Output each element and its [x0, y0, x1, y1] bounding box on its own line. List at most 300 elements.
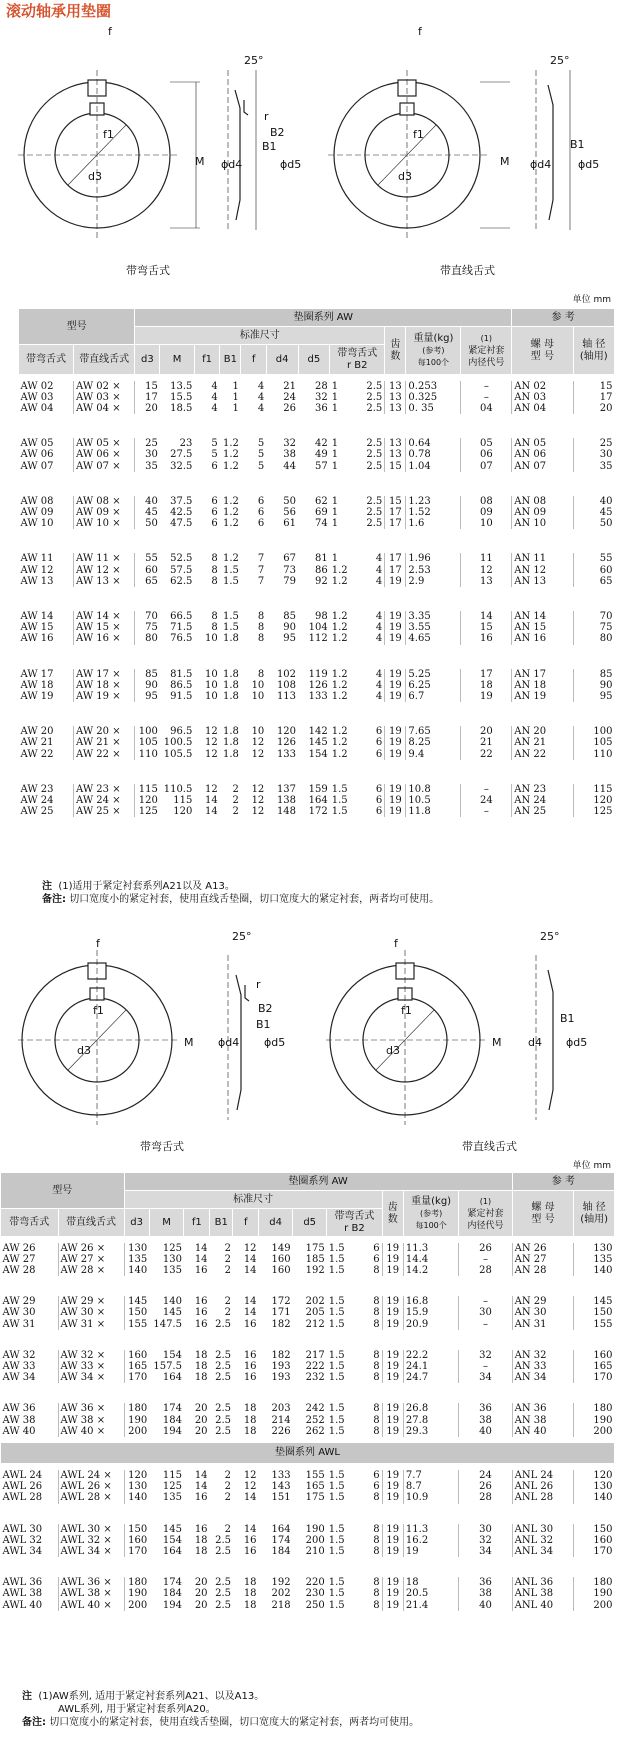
- table-cell: AW 30: [2, 1307, 36, 1319]
- table-cell: 1: [331, 495, 339, 507]
- table-cell: 12: [251, 783, 265, 795]
- table-cell: 19: [385, 784, 406, 795]
- table-cell: 95: [283, 633, 297, 645]
- table-cell: AWL 36 ×: [58, 1577, 124, 1588]
- table-cell: 76.5: [170, 633, 193, 645]
- table-cell: –: [461, 381, 512, 392]
- table-cell: AN 13: [512, 576, 573, 587]
- table-cell: AW 20: [20, 726, 54, 738]
- table-cell: AN 40: [512, 1426, 574, 1437]
- table-cell: 1.5: [328, 1264, 345, 1276]
- label-angle: 25°: [244, 54, 264, 67]
- table-cell: 119: [308, 668, 328, 680]
- table-cell: 6: [373, 1481, 380, 1493]
- table-cell: 8: [373, 1492, 380, 1504]
- table-cell: 18.5: [170, 402, 193, 414]
- table-cell: 19: [385, 611, 406, 622]
- table-cell: 184: [271, 1545, 291, 1557]
- th2-tongue: 带弯舌式 r B2: [327, 1209, 382, 1237]
- table-cell: 16: [194, 1296, 208, 1308]
- table-cell: AWL 28 ×: [58, 1492, 124, 1503]
- table-cell: AN 32: [512, 1350, 574, 1361]
- table-cell: 24: [459, 1470, 512, 1481]
- table-cell: 7: [257, 553, 265, 565]
- table-row: [19, 381, 615, 392]
- th-M: M: [160, 345, 195, 375]
- table-cell: 19: [382, 1524, 403, 1535]
- table-row: [1, 1588, 615, 1599]
- washer-bent-front: [18, 70, 200, 240]
- table-row: [19, 438, 615, 449]
- caption-straight-2: 带直线舌式: [462, 1140, 517, 1153]
- table-cell: 19: [382, 1372, 403, 1383]
- table-cell: AN 29: [512, 1296, 574, 1307]
- table-cell: 6.25: [406, 680, 461, 691]
- table-cell: AW 24 ×: [74, 795, 135, 806]
- table-cell: 35: [135, 461, 160, 472]
- table-cell: AWL 32 ×: [58, 1535, 124, 1546]
- table-cell: 1.5: [328, 1253, 345, 1265]
- table-cell: AN 09: [512, 507, 573, 518]
- table-cell: 1.5: [328, 1492, 345, 1504]
- label-angle-2: 25°: [232, 930, 252, 943]
- table-cell: 1.2: [331, 748, 348, 760]
- table-cell: 2.5: [366, 518, 383, 530]
- table-cell: AW 21 ×: [74, 737, 135, 748]
- table-cell: AN 03: [512, 392, 573, 403]
- table-cell: 8: [211, 622, 218, 634]
- th-model: 型号: [19, 309, 135, 345]
- table-cell: 154: [162, 1534, 182, 1546]
- table-cell: 8: [373, 1534, 380, 1546]
- table-cell: 20: [135, 403, 160, 414]
- table-cell: 79: [283, 575, 297, 587]
- table-cell: 66.5: [170, 610, 193, 622]
- table-cell: 5: [257, 449, 265, 461]
- table-cell: 18: [194, 1372, 208, 1384]
- table-cell: 12: [243, 1481, 257, 1493]
- table-cell: 1.5: [328, 1588, 345, 1600]
- label-B1-2: B1: [256, 1018, 271, 1031]
- table-cell: AW 38 ×: [58, 1415, 124, 1426]
- th2-straight: 带直线舌式: [58, 1209, 124, 1237]
- table-cell: 133: [276, 748, 297, 760]
- table-cell: 145: [162, 1523, 182, 1535]
- table-cell: 2: [224, 1242, 231, 1254]
- group-spacer: [19, 472, 615, 496]
- table-cell: 32: [283, 438, 297, 450]
- table-cell: 108: [276, 679, 297, 691]
- table-cell: 157.5: [153, 1360, 182, 1372]
- table-cell: 130: [124, 1481, 149, 1492]
- table-cell: 1: [331, 553, 339, 565]
- table-cell: 13: [461, 576, 512, 587]
- table-row: [19, 576, 615, 587]
- table-cell: 62.5: [170, 575, 193, 587]
- table-cell: 20: [194, 1599, 208, 1611]
- table-row: [19, 611, 615, 622]
- table-cell: 142: [308, 726, 328, 738]
- table-cell: 190: [574, 1415, 615, 1426]
- table-cell: AW 19 ×: [74, 691, 135, 702]
- table-cell: AN 19: [512, 691, 573, 702]
- table-cell: 2: [224, 1481, 231, 1493]
- table-cell: 19: [382, 1492, 403, 1503]
- table-cell: 6: [211, 495, 218, 507]
- table-cell: 65: [573, 576, 614, 587]
- table-cell: 1.5: [328, 1296, 345, 1308]
- table-cell: –: [461, 806, 512, 817]
- table-cell: 6: [257, 506, 265, 518]
- table-cell: 170: [574, 1372, 615, 1383]
- table-cell: 200: [574, 1426, 615, 1437]
- table-cell: 52.5: [170, 553, 193, 565]
- table-cell: AW 28 ×: [58, 1265, 124, 1276]
- table-cell: 25: [135, 438, 160, 449]
- table-cell: 190: [305, 1523, 325, 1535]
- table-cell: 226: [271, 1425, 291, 1437]
- table-cell: 262: [305, 1425, 325, 1437]
- table-cell: 165: [574, 1361, 615, 1372]
- table-row: [19, 392, 615, 403]
- table-row: [19, 622, 615, 633]
- table-cell: 26: [283, 402, 297, 414]
- table-cell: 20: [194, 1577, 208, 1589]
- table-cell: 6: [373, 1253, 380, 1265]
- table-row: [1, 1492, 615, 1503]
- table-cell: 175: [305, 1242, 325, 1254]
- table-cell: 150: [574, 1307, 615, 1318]
- table-cell: AN 22: [512, 749, 573, 760]
- table-cell: AW 14: [20, 610, 54, 622]
- table-cell: 12: [251, 806, 265, 818]
- table-cell: 04: [461, 403, 512, 414]
- table-cell: 18: [243, 1577, 257, 1589]
- table-cell: AW 03: [20, 391, 54, 403]
- table-cell: 2: [224, 1264, 231, 1276]
- table-cell: 184: [162, 1414, 182, 1426]
- table-cell: 36: [459, 1403, 512, 1414]
- table-cell: 202: [271, 1588, 291, 1600]
- table-cell: AWL 40: [2, 1599, 43, 1611]
- label-d5-straight: ϕd5: [578, 158, 600, 171]
- table-cell: 1.2: [331, 633, 348, 645]
- table-cell: 2.5: [366, 402, 383, 414]
- table-cell: 1.2: [331, 622, 348, 634]
- table-cell: 164: [308, 794, 328, 806]
- table-cell: 38: [283, 449, 297, 461]
- th2-f: f: [233, 1209, 259, 1237]
- table-cell: 2.5: [215, 1588, 231, 1600]
- table-cell: AN 27: [512, 1254, 574, 1265]
- label-M-2s: M: [492, 1036, 502, 1049]
- table-cell: 8: [373, 1545, 380, 1557]
- table-cell: 192: [305, 1264, 325, 1276]
- label-r-2: r: [256, 978, 261, 991]
- table-row: [1, 1415, 615, 1426]
- table-cell: 92: [315, 575, 328, 587]
- table-cell: 9.4: [406, 749, 461, 760]
- table-cell: 1.5: [223, 564, 239, 576]
- table-cell: 95: [573, 691, 614, 702]
- table-cell: 42: [315, 438, 328, 450]
- table-cell: 19: [385, 737, 406, 748]
- table-cell: AW 18: [20, 679, 54, 691]
- table-cell: 200: [305, 1534, 325, 1546]
- table-cell: 135: [574, 1254, 615, 1265]
- table-cell: 74: [315, 518, 328, 530]
- awl-series-header: [1, 1443, 615, 1464]
- table-cell: 200: [574, 1600, 615, 1611]
- th-weight: 重量(kg) (参考) 每100个: [406, 327, 461, 375]
- table-cell: 170: [124, 1546, 149, 1557]
- table-cell: AW 05: [20, 438, 54, 450]
- table-cell: 154: [162, 1349, 182, 1361]
- th2-f1: f1: [184, 1209, 210, 1237]
- table-cell: –: [459, 1296, 512, 1307]
- table-cell: 71.5: [170, 622, 193, 634]
- label-f1-2s: f1: [401, 1004, 412, 1017]
- table-cell: 16: [194, 1492, 208, 1504]
- table-cell: AN 10: [512, 518, 573, 529]
- table-cell: 14: [243, 1307, 257, 1319]
- table-cell: 160: [271, 1264, 291, 1276]
- table-cell: 19: [382, 1361, 403, 1372]
- table-cell: 1: [331, 391, 339, 403]
- table-cell: 40: [135, 496, 160, 507]
- table-cell: 14: [194, 1469, 208, 1481]
- table-cell: 15: [135, 381, 160, 392]
- table-cell: 7: [257, 564, 265, 576]
- table-cell: 150: [574, 1524, 615, 1535]
- table-cell: 14: [243, 1523, 257, 1535]
- table-cell: 17: [385, 565, 406, 576]
- th-sleeve: (1) 紧定衬套 内径代号: [461, 327, 512, 375]
- table-cell: 09: [461, 507, 512, 518]
- table-cell: 21: [283, 380, 297, 392]
- th2-d4: d4: [259, 1209, 293, 1237]
- table-row: [19, 565, 615, 576]
- table-cell: 13: [385, 392, 406, 403]
- table-cell: 217: [305, 1349, 325, 1361]
- table-cell: 91.5: [170, 690, 193, 702]
- table-cell: 73: [283, 564, 297, 576]
- table-cell: 120: [173, 806, 193, 818]
- group-spacer: [19, 587, 615, 611]
- table-cell: 16: [243, 1545, 257, 1557]
- table-cell: 12: [205, 783, 218, 795]
- table-cell: 28: [459, 1492, 512, 1503]
- table-cell: AWL 24 ×: [58, 1470, 124, 1481]
- table-cell: 16.8: [403, 1296, 458, 1307]
- table-cell: 1.5: [223, 610, 239, 622]
- table-cell: 17: [385, 553, 406, 564]
- table-cell: 104: [308, 622, 328, 634]
- table-cell: 16.2: [403, 1535, 458, 1546]
- table-cell: 130: [162, 1253, 182, 1265]
- group-spacer: [19, 645, 615, 669]
- table-cell: AWL 36: [2, 1577, 43, 1589]
- table-cell: 214: [271, 1414, 291, 1426]
- th2-bent: 带弯舌式: [1, 1209, 59, 1237]
- table-cell: 38: [459, 1415, 512, 1426]
- table-cell: 18: [243, 1588, 257, 1600]
- table-cell: 1.52: [406, 507, 461, 518]
- th2-series-aw: 垫圈系列 AW: [124, 1173, 512, 1191]
- label-d3: d3: [88, 170, 102, 183]
- label-B2-2: B2: [258, 1002, 273, 1015]
- table-cell: 145: [162, 1307, 182, 1319]
- table-cell: 2: [224, 1469, 231, 1481]
- table-cell: ANL 26: [512, 1481, 574, 1492]
- th2-ref: 参 考: [512, 1173, 614, 1191]
- table-cell: 1.8: [223, 633, 239, 645]
- th-bent: 带弯舌式: [19, 345, 74, 375]
- table-cell: AN 08: [512, 496, 573, 507]
- th2-d5: d5: [293, 1209, 327, 1237]
- table-cell: AN 34: [512, 1372, 574, 1383]
- table-cell: 2: [232, 783, 239, 795]
- table-row: [19, 806, 615, 817]
- table-cell: 194: [162, 1599, 182, 1611]
- table-cell: AW 04: [20, 402, 54, 414]
- table-cell: 2.5: [215, 1349, 231, 1361]
- table-cell: 160: [271, 1253, 291, 1265]
- table-cell: 20: [461, 726, 512, 737]
- table-cell: 250: [305, 1599, 325, 1611]
- table-cell: AN 02: [512, 381, 573, 392]
- table-cell: 13: [385, 438, 406, 449]
- table-cell: AW 06: [20, 449, 54, 461]
- table-cell: 105: [135, 737, 160, 748]
- table-cell: 1.23: [406, 496, 461, 507]
- caption-bent-1: 带弯舌式: [126, 264, 170, 277]
- table-cell: 7.7: [403, 1470, 458, 1481]
- table-row: [1, 1350, 615, 1361]
- table-cell: AW 27: [2, 1253, 36, 1265]
- table-cell: 11.3: [403, 1243, 458, 1254]
- table-cell: 252: [305, 1414, 325, 1426]
- table-row: [19, 553, 615, 564]
- page-title: 滚动轴承用垫圈: [6, 2, 112, 20]
- table-cell: 125: [162, 1242, 182, 1254]
- table-cell: 160: [124, 1350, 149, 1361]
- table-cell: 8: [373, 1372, 380, 1384]
- table-cell: 202: [305, 1296, 325, 1308]
- table-cell: 155: [124, 1319, 149, 1330]
- table-row: [19, 784, 615, 795]
- table-cell: 174: [271, 1534, 291, 1546]
- table-cell: AN 18: [512, 680, 573, 691]
- table-cell: 86.5: [170, 679, 193, 691]
- table-cell: AW 15: [20, 622, 54, 634]
- table-cell: 11.8: [406, 806, 461, 817]
- table-cell: 200: [124, 1426, 149, 1437]
- table-cell: 19: [385, 622, 406, 633]
- table-cell: 19: [382, 1243, 403, 1254]
- table-cell: AW 06 ×: [74, 449, 135, 460]
- table-cell: 15: [385, 461, 406, 472]
- table-cell: AN 12: [512, 565, 573, 576]
- table-cell: 126: [276, 737, 297, 749]
- table-cell: 16: [243, 1360, 257, 1372]
- table-cell: 155: [574, 1319, 615, 1330]
- table-cell: 12: [205, 748, 218, 760]
- table-cell: 138: [276, 794, 297, 806]
- label-d4-2s: d4: [528, 1036, 542, 1049]
- table-cell: 18: [243, 1599, 257, 1611]
- table-cell: 19: [385, 691, 406, 702]
- table-cell: AW 32: [2, 1349, 36, 1361]
- table-cell: AN 16: [512, 633, 573, 644]
- table-cell: 6: [211, 460, 218, 472]
- table-cell: 1.5: [223, 575, 239, 587]
- table-cell: 145: [124, 1296, 149, 1307]
- table-cell: 2.5: [366, 495, 383, 507]
- th2-teeth: 齿 数: [382, 1191, 403, 1237]
- label-B1-straight: B1: [570, 138, 585, 151]
- table-cell: 6: [373, 1242, 380, 1254]
- table-cell: 16: [243, 1349, 257, 1361]
- th-std: 标准尺寸: [135, 327, 385, 345]
- label-d5-2s: ϕd5: [566, 1036, 588, 1049]
- label-f1-2: f1: [93, 1004, 104, 1017]
- table-cell: AW 13: [20, 575, 54, 587]
- table-cell: 13: [385, 449, 406, 460]
- table-cell: 1.5: [223, 622, 239, 634]
- table-cell: 96.5: [170, 726, 193, 738]
- table-cell: 100: [135, 726, 160, 737]
- table-cell: 171: [271, 1307, 291, 1319]
- table-cell: AW 20 ×: [74, 726, 135, 737]
- table-cell: AW 10 ×: [74, 518, 135, 529]
- table-cell: 1.5: [328, 1577, 345, 1589]
- table-cell: 184: [162, 1588, 182, 1600]
- label-f1-straight: f1: [413, 128, 424, 141]
- table-cell: 28: [315, 380, 328, 392]
- table-cell: AWL 30 ×: [58, 1524, 124, 1535]
- table-cell: –: [459, 1361, 512, 1372]
- table-cell: AW 02 ×: [74, 381, 135, 392]
- table-cell: 0.325: [406, 392, 461, 403]
- table-cell: 23: [179, 438, 193, 450]
- table-cell: 125: [573, 806, 614, 817]
- table-cell: 15: [461, 622, 512, 633]
- table-cell: 150: [124, 1524, 149, 1535]
- table-cell: 19: [382, 1481, 403, 1492]
- table-cell: 4: [211, 402, 218, 414]
- table-cell: 1.5: [328, 1372, 345, 1384]
- table-cell: 16: [243, 1372, 257, 1384]
- table-cell: 113: [276, 690, 297, 702]
- th2-nut: 螺 母 型 号: [512, 1191, 574, 1237]
- table-cell: 8: [373, 1307, 380, 1319]
- table-cell: 1.8: [223, 748, 239, 760]
- table-cell: 24.1: [403, 1361, 458, 1372]
- table-cell: 1.96: [406, 553, 461, 564]
- table-cell: AW 25 ×: [74, 806, 135, 817]
- table-cell: 120: [573, 795, 614, 806]
- table-cell: 120: [574, 1470, 615, 1481]
- table-cell: ANL 34: [512, 1546, 574, 1557]
- table-cell: AW 17: [20, 668, 54, 680]
- table-row: [19, 449, 615, 460]
- table-row: [1, 1307, 615, 1318]
- table-cell: AN 36: [512, 1403, 574, 1414]
- table-cell: 19: [385, 795, 406, 806]
- table-cell: 160: [574, 1535, 615, 1546]
- table-row: [19, 680, 615, 691]
